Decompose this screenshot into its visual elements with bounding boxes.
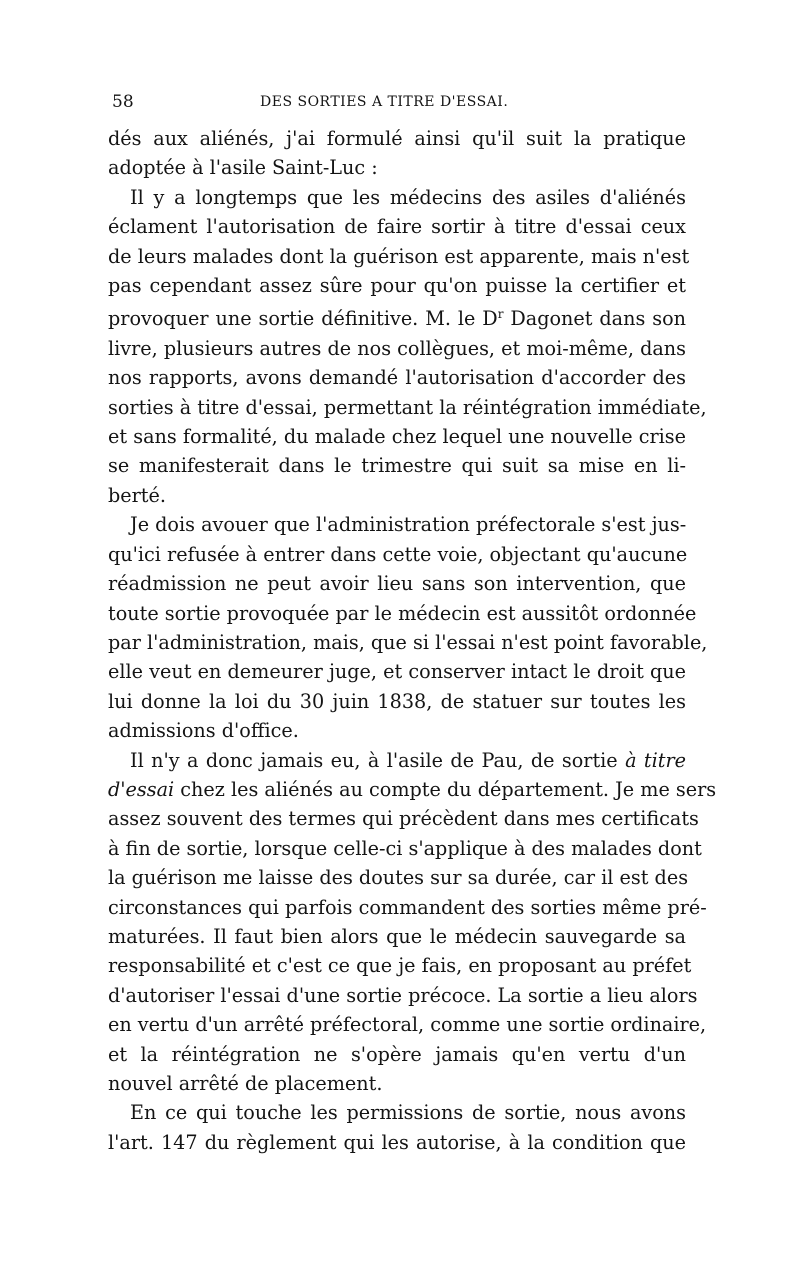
text-line: qu'ici refusée à entrer dans cette voie, objectant qu'aucune xyxy=(108,542,688,566)
text-line: lui donne la loi du 30 juin 1838, de statuer sur toutes les xyxy=(108,689,686,713)
text-line: réadmission ne peut avoir lieu sans son intervention, que xyxy=(108,572,686,596)
text-line: pas cependant assez sûre pour qu'on puisse la certifier et xyxy=(108,274,686,298)
text-line: de leurs malades dont la guérison est apparente, mais n'est xyxy=(108,244,690,268)
superscript: r xyxy=(497,307,504,322)
running-head xyxy=(108,92,686,122)
text-line: en vertu d'un arrêté préfectoral, comme une sortie ordinaire, xyxy=(108,1013,707,1037)
italic-segment: à titre xyxy=(625,748,686,772)
text-line xyxy=(108,746,686,775)
text-line: Je dois avouer que l'administration préfectorale s'est jus- xyxy=(130,513,687,537)
text-line: et sans formalité, du malade chez lequel une nouvelle crise xyxy=(108,425,686,449)
text-line xyxy=(108,775,717,804)
text-line: Il y a longtemps que les médecins des asiles d'aliénés xyxy=(130,185,686,209)
text-line: nos rapports, avons demandé l'autorisation d'accorder des xyxy=(108,366,686,390)
page-number: 58 xyxy=(112,92,134,112)
text-segment: chez les aliénés au compte du département. Je me sers xyxy=(180,777,717,801)
text-line xyxy=(108,300,686,333)
running-title: DES SORTIES A TITRE D'ESSAI. xyxy=(260,94,509,110)
text-line: se manifesterait dans le trimestre qui suit sa mise en li- xyxy=(108,454,686,478)
text-line: responsabilité et c'est ce que je fais, en proposant au préfet xyxy=(108,954,692,978)
text-segment: Dagonet dans son xyxy=(503,307,686,331)
text-line: d'autoriser l'essai d'une sortie précoce. La sortie a lieu alors xyxy=(108,983,698,1007)
text-line: toute sortie provoquée par le médecin est aussitôt ordonnée xyxy=(108,601,697,625)
text-line: sorties à titre d'essai, permettant la réintégration immédiate, xyxy=(108,395,707,419)
text-line: maturées. Il faut bien alors que le médecin sauvegarde sa xyxy=(108,924,686,948)
body-text xyxy=(108,124,717,1157)
text-line: et la réintégration ne s'opère jamais qu'en vertu d'un xyxy=(108,1042,686,1066)
text-line: dés aux aliénés, j'ai formulé ainsi qu'il suit la pratique xyxy=(108,127,686,150)
text-line: elle veut en demeurer juge, et conserver intact le droit que xyxy=(108,660,686,684)
text-line: l'art. 147 du règlement qui les autorise, à la condition que xyxy=(108,1130,686,1154)
text-line: En ce qui touche les permissions de sortie, nous avons xyxy=(130,1101,686,1125)
text-segment: provoquer une sortie définitive. M. le D xyxy=(108,307,498,331)
book-page xyxy=(108,92,717,1157)
italic-segment: d'essai xyxy=(108,777,175,801)
text-line: à fin de sortie, lorsque celle-ci s'applique à des malades dont xyxy=(108,836,702,860)
text-line: admissions d'office. xyxy=(108,719,299,743)
text-line: éclament l'autorisation de faire sortir à titre d'essai ceux xyxy=(108,215,686,239)
text-line: circonstances qui parfois commandent des sorties même pré- xyxy=(108,895,707,919)
text-line: la guérison me laisse des doutes sur sa durée, car il est des xyxy=(108,866,689,890)
text-line: assez souvent des termes qui précèdent dans mes certificats xyxy=(108,807,699,831)
text-line: adoptée à l'asile Saint-Luc : xyxy=(108,156,378,180)
text-line: berté. xyxy=(108,483,166,507)
text-segment: Il n'y a donc jamais eu, à l'asile de Pau, de sortie xyxy=(130,748,626,772)
text-line: nouvel arrêté de placement. xyxy=(108,1072,383,1095)
text-line: par l'administration, mais, que si l'essai n'est point favorable, xyxy=(108,630,708,654)
text-line: livre, plusieurs autres de nos collègues, et moi-même, dans xyxy=(108,336,686,360)
